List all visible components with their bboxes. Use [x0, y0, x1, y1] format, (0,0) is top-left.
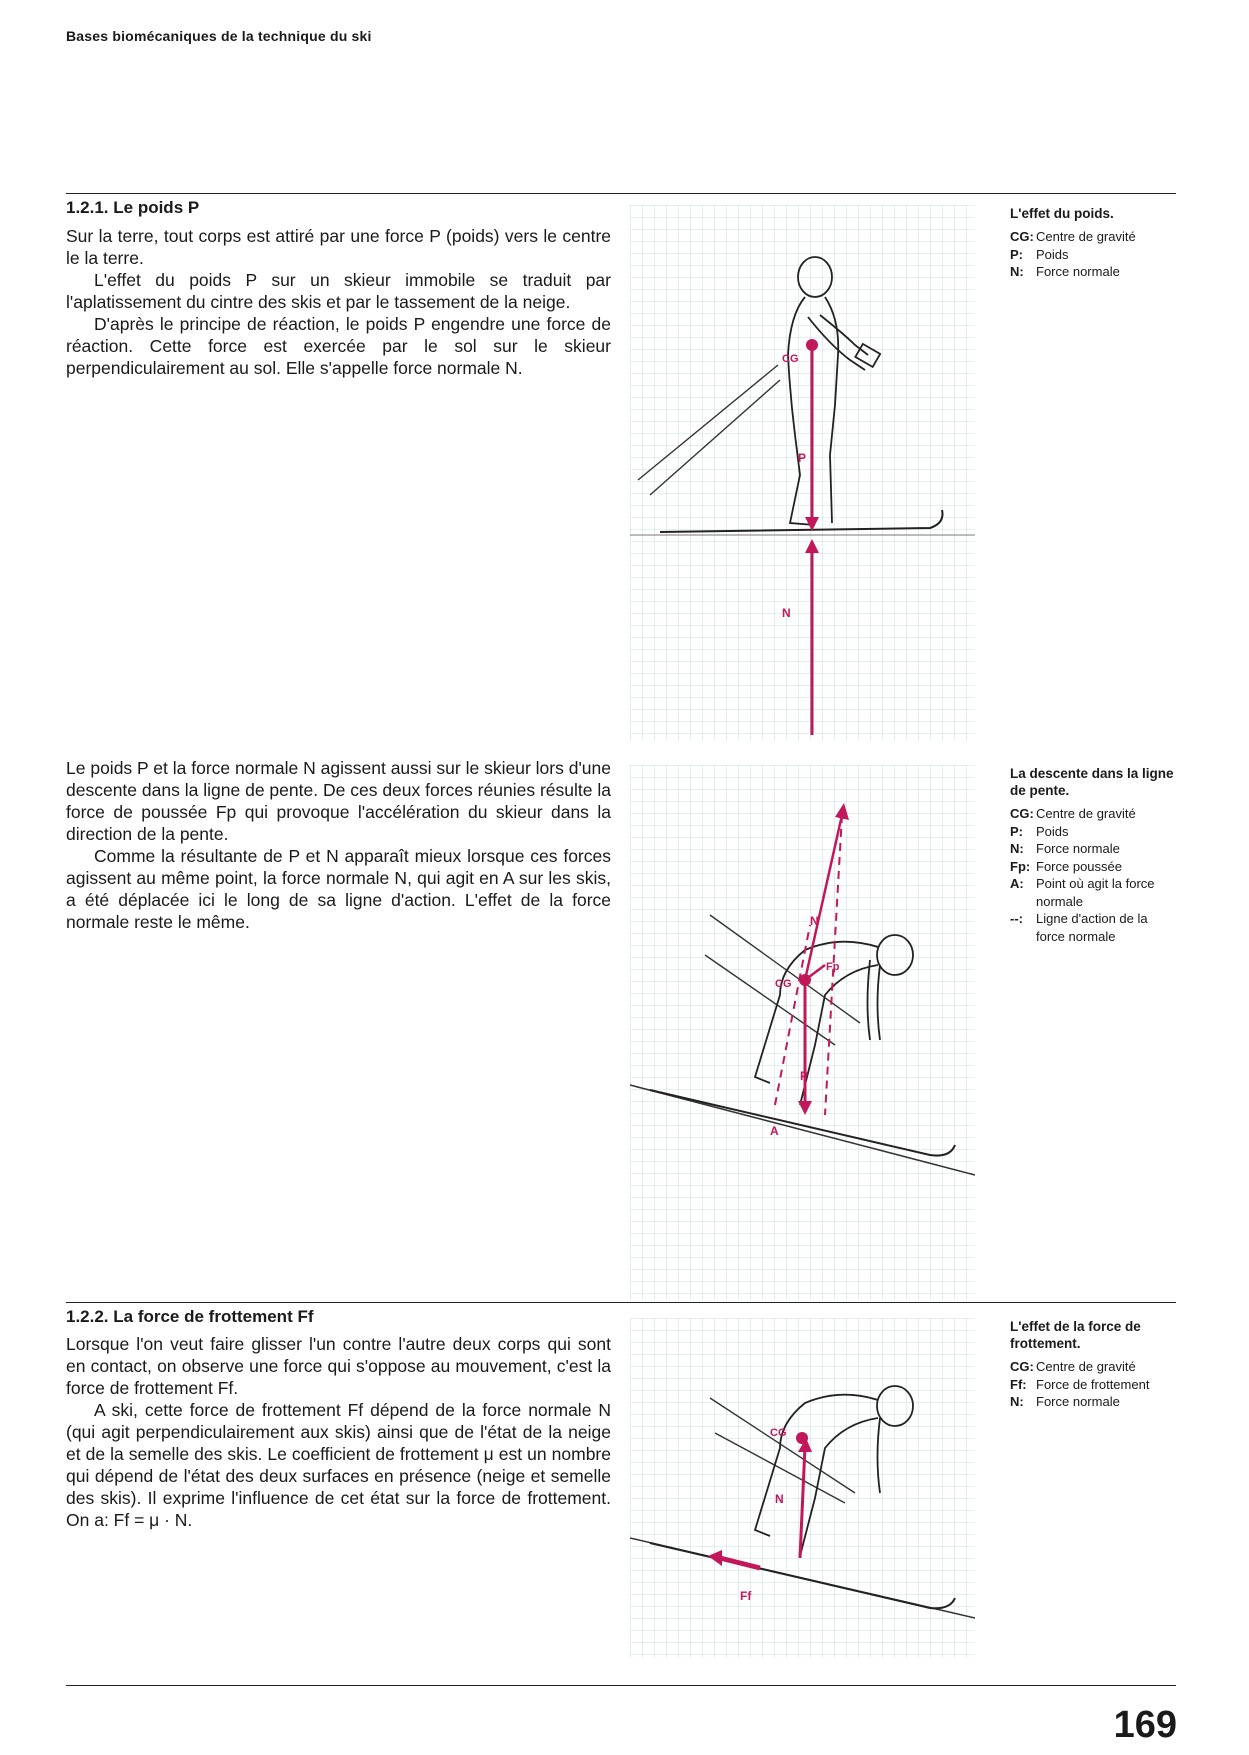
section1-body — [66, 225, 611, 379]
legend-row: --: Ligne d'action de la force normale — [1010, 911, 1148, 944]
legend-row: Fp: Force poussée — [1010, 858, 1122, 874]
section2-para-1: Le poids P et la force normale N agissent aussi sur le skieur lors d'une descente dans la ligne de pente. De ces deux forces réunies résulte la force de poussée Fp qui provoque l'accélération du skieur dans la direction de la pente. — [66, 758, 611, 844]
center-of-gravity-dot — [799, 974, 811, 986]
label-cg: CG — [770, 1427, 787, 1439]
center-of-gravity-dot — [806, 339, 818, 351]
label-ff: Ff — [740, 1589, 752, 1603]
section1-caption — [1010, 205, 1180, 281]
figure-friction-skier — [630, 1318, 975, 1658]
section2-body — [66, 757, 611, 933]
running-title: Bases biomécaniques de la technique du ski — [66, 28, 372, 44]
section3-para-1: Lorsque l'on veut faire glisser l'un contre l'autre deux corps qui sont en contact, on observe une force qui s'oppose au mouvement, c'est la force de frottement Ff. — [66, 1334, 611, 1398]
section3-rule — [66, 1302, 1176, 1303]
figure-descent-skier — [630, 765, 975, 1300]
legend-row: N: Force normale — [1010, 264, 1120, 279]
legend-row: A: Point où agit la force normale — [1010, 876, 1155, 909]
bottom-rule — [66, 1685, 1176, 1686]
legend-row: CG: Centre de gravité — [1010, 1359, 1136, 1374]
label-n: N — [775, 1492, 784, 1506]
label-n: N — [810, 914, 819, 928]
label-p: P — [798, 451, 807, 465]
figure-standing-skier — [630, 205, 975, 740]
section3-caption — [1010, 1318, 1180, 1411]
caption-title: L'effet de la force de frottement. — [1010, 1319, 1141, 1351]
grid-paper — [630, 765, 975, 1300]
caption-title: L'effet du poids. — [1010, 206, 1114, 221]
legend-row: P: Poids — [1010, 823, 1069, 839]
center-of-gravity-dot — [796, 1432, 808, 1444]
section1-para-3: D'après le principe de réaction, le poids P engendre une force de réaction. Cette force est exercée par le sol sur le skieur perpendiculairement au sol. Elle s'appelle force normale N. — [66, 314, 611, 378]
grid-paper — [630, 205, 975, 740]
label-p: P — [800, 1069, 809, 1083]
section3-body — [66, 1333, 611, 1531]
legend-row: CG: Centre de gravité — [1010, 229, 1136, 244]
label-fp: Fp — [826, 961, 840, 973]
section2-para-2: Comme la résultante de P et N apparaît mieux lorsque ces forces agissent au même point, la force normale N, qui agit en A sur les skis, a été déplacée ici le long de sa ligne d'action. L'effet de la force normale reste le même. — [66, 846, 611, 932]
section1-para-1: Sur la terre, tout corps est attiré par une force P (poids) vers le centre le la terre. — [66, 226, 611, 268]
label-a: A — [770, 1124, 779, 1138]
section3-para-2: A ski, cette force de frottement Ff dépend de la force normale N (qui agit perpendiculairement aux skis) ainsi que de l'état de la neige et de la semelle des skis. Le coefficient de frottement μ est un nombre qui dépend de l'état des deux surfaces en présence (neige et semelle des skis). Il exprime l'influence de cet état sur la force de frottement. On a: Ff = μ · N. — [66, 1400, 611, 1530]
section3-title: 1.2.2. La force de frottement Ff — [66, 1307, 314, 1326]
page-number: 169 — [1113, 1704, 1177, 1746]
label-cg: CG — [782, 353, 799, 365]
legend-row: CG: Centre de gravité — [1010, 806, 1136, 821]
section1-title: 1.2.1. Le poids P — [66, 198, 200, 217]
legend-row: N: Force normale — [1010, 1394, 1120, 1409]
legend-row: N: Force normale — [1010, 841, 1120, 856]
section1-rule — [66, 193, 1176, 194]
caption-title: La descente dans la ligne de pente. — [1010, 766, 1174, 798]
section1-para-2: L'effet du poids P sur un skieur immobile se traduit par l'aplatissement du cintre des skis et par le tassement de la neige. — [66, 270, 611, 312]
label-n: N — [782, 606, 791, 620]
legend-row: Ff: Force de frottement — [1010, 1376, 1150, 1392]
legend-row: P: Poids — [1010, 246, 1069, 262]
label-cg: CG — [775, 978, 792, 990]
section2-caption — [1010, 765, 1180, 945]
